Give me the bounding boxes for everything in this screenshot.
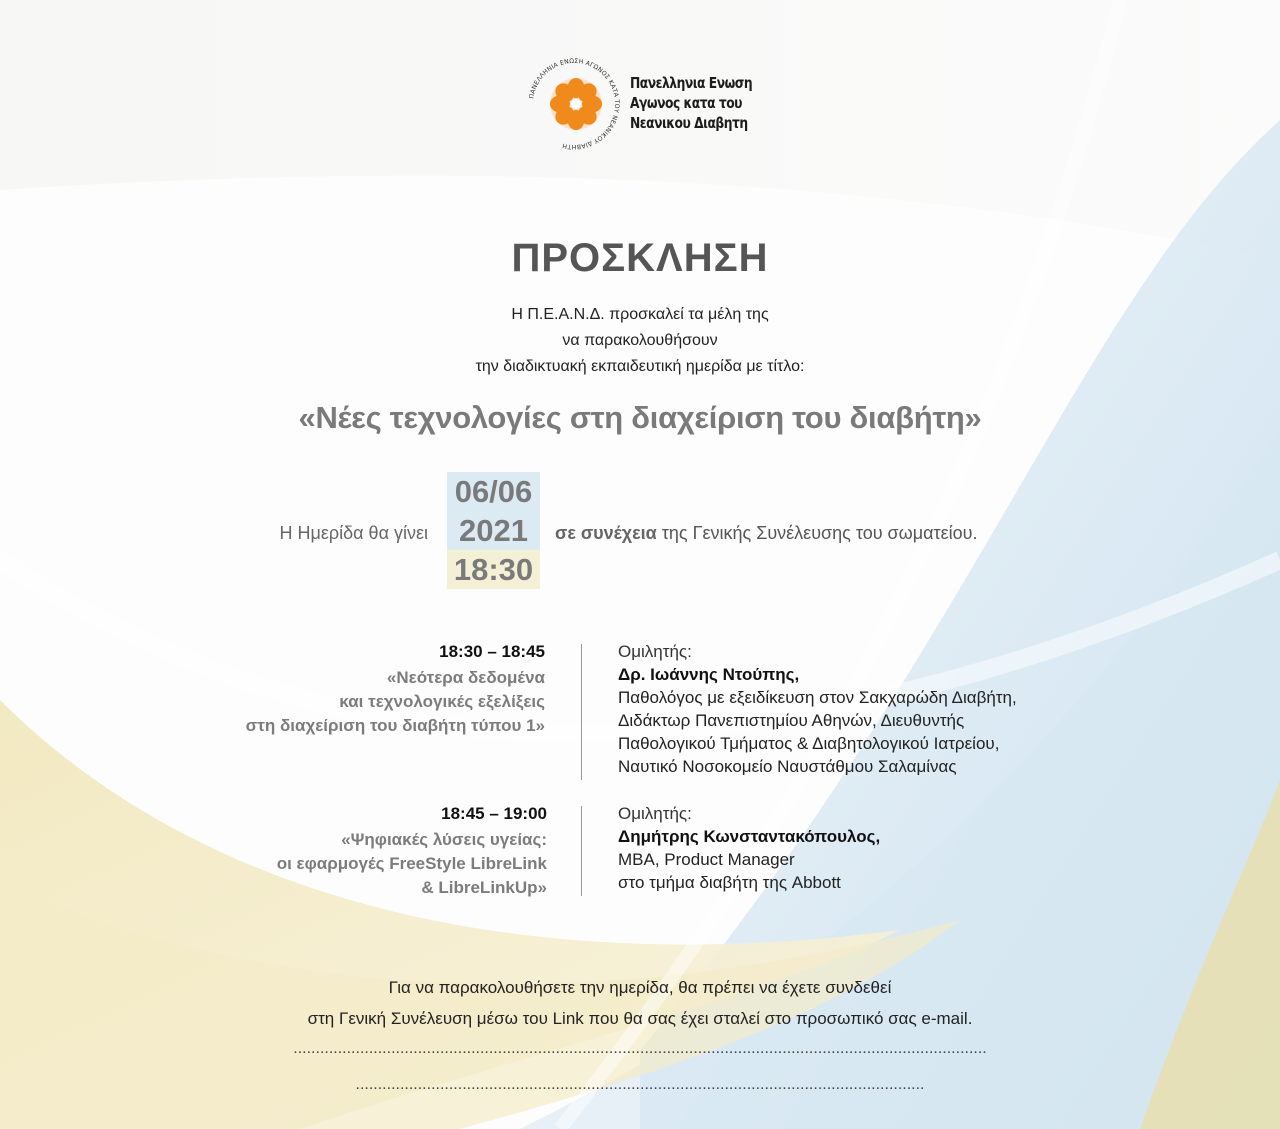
intro-line-3: την διαδικτυακή εκπαιδευτική ημερίδα με τίτλο: [475,358,805,375]
intro-text [0,302,1280,380]
speaker-2-detail-1: MBA, Product Manager [618,850,795,869]
event-date: 06/06 [447,472,540,511]
speaker-1-detail-4: Ναυτικό Νοσοκομείο Ναυστάθμου Σαλαμίνας [618,757,957,776]
slot-2-talk-line-1: «Ψηφιακές λύσεις υγείας: [341,830,547,849]
seminar-title: «Νέες τεχνολογίες στη διαχείριση του διαβήτη» [298,400,982,435]
page-title: ΠΡΟΣΚΛΗΣΗ [511,236,769,280]
speaker-2-detail-2: στο τμήμα διαβήτη της Abbott [618,873,841,892]
speaker-1-detail-2: Διδάκτωρ Πανεπιστημίου Αθηνών, Διευθυντής [618,711,965,730]
intro-line-2: να παρακολουθήσουν [562,332,718,349]
speaker-1-label: Ομιλητής: [618,642,692,661]
footer-note [0,972,1280,1034]
slot-1-time: 18:30 – 18:45 [439,642,545,661]
slot-2-talk-line-2: οι εφαρμογές FreeStyle LibreLink [276,854,547,873]
logo-wordmark [630,73,790,133]
program-divider-1 [581,644,582,780]
footer-line-1: Για να παρακολουθήσετε την ημερίδα, θα πρέπει να έχετε συνδεθεί [388,978,892,997]
slot-1-talk-line-1: «Νεότερα δεδομένα [386,668,545,687]
dotted-line-2: ................................................................................................................................ [355,1076,925,1093]
speaker-2-name: Δημήτρης Κωνσταντακόπουλος, [618,827,881,846]
association-logo [528,58,620,150]
program-slot-1 [145,640,545,738]
event-suffix-bold: σε συνέχεια [555,523,657,543]
event-year: 2021 [447,511,540,550]
slot-1-talk-line-2: και τεχνολογικές εξελίξεις [339,692,545,711]
program-slot-2 [147,802,547,900]
event-suffix [555,523,978,544]
intro-line-1: Η Π.Ε.Α.Ν.Δ. προσκαλεί τα μέλη της [511,306,769,323]
event-date-box [447,472,540,589]
logo-line-3: Νεανικου Διαβητη [630,114,748,132]
dotted-line-1: ............................................................................................................................................................ [293,1040,987,1057]
speaker-1 [618,640,1178,778]
event-prefix: Η Ημερίδα θα γίνει [279,523,428,543]
slot-2-talk-line-3: & LibreLinkUp» [421,878,547,897]
logo-line-2: Αγωνος κατα του [630,94,742,112]
logo-ring-text: ΠΑΝΕΛΛΗΝΙΑ ΕΝΩΣΗ ΑΓΩΝΟΣ ΚΑΤΑ ΤΟΥ ΝΕΑΝΙΚΟΥ ΔΙΑΒΗΤΗ [528,58,620,150]
program-divider-2 [581,806,582,896]
footer-line-2: στη Γενική Συνέλευση μέσω του Link που θα σας έχει σταλεί στο προσωπικό σας e-mail. [307,1009,973,1028]
logo-line-1: Πανελληνια Ενωση [630,74,753,92]
speaker-1-detail-1: Παθολόγος με εξειδίκευση στον Σακχαρώδη Διαβήτη, [618,688,1017,707]
event-suffix-rest: της Γενικής Συνέλευσης του σωματείου. [656,523,978,543]
flower-petals [550,78,602,130]
event-time: 18:30 [447,550,540,589]
slot-2-time: 18:45 – 19:00 [441,804,547,823]
speaker-2 [618,802,1178,894]
speaker-1-detail-3: Παθολογικού Τμήματος & Διαβητολογικού Ιατρείου, [618,734,1000,753]
speaker-1-name: Δρ. Ιωάννης Ντούπης, [618,665,800,684]
slot-1-talk-line-3: στη διαχείριση του διαβήτη τύπου 1» [245,716,545,735]
speaker-2-label: Ομιλητής: [618,804,692,823]
